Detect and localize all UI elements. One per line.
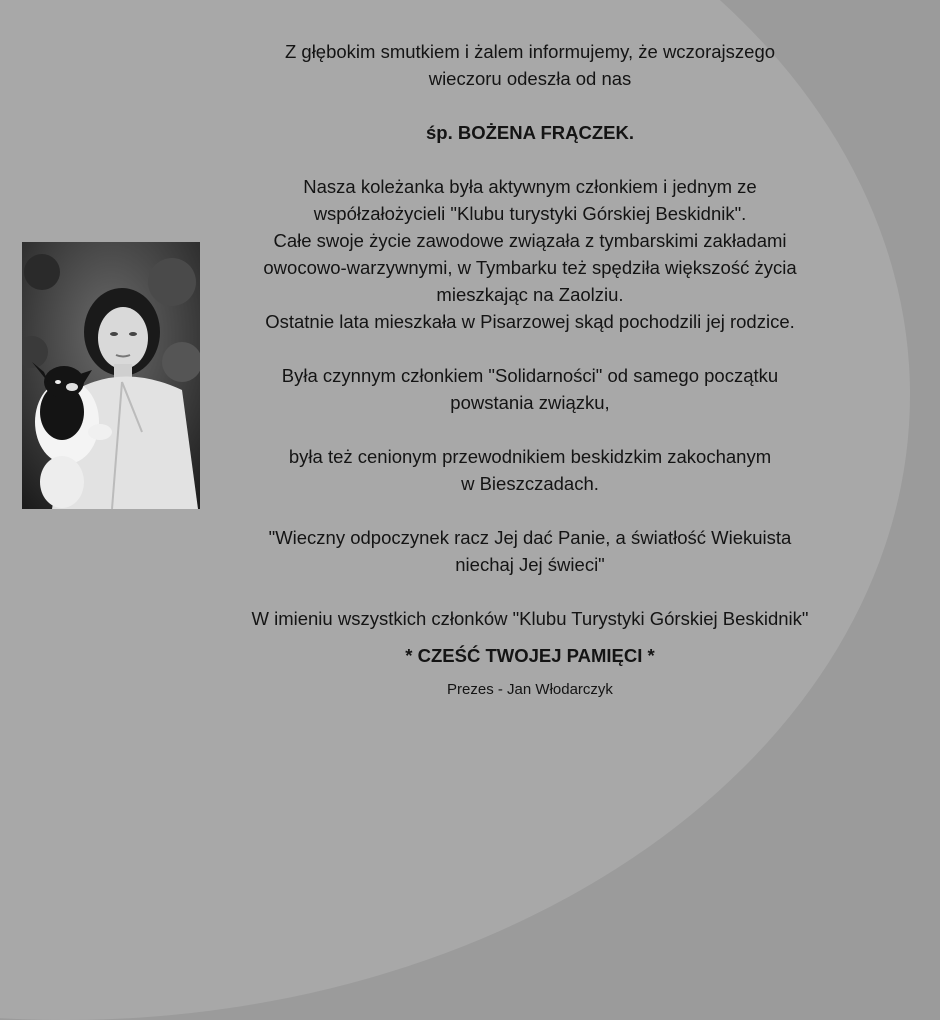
notice-text [200,38,860,701]
solidarity-paragraph: Była czynnym członkiem "Solidarności" od samego początku powstania związku, [281,365,779,413]
deceased-name: śp. BOŻENA FRĄCZEK. [426,122,634,143]
signature: Prezes - Jan Włodarczyk [447,681,613,698]
portrait-image [22,242,200,509]
guide-paragraph: była też cenionym przewodnikiem beskidzkim zakochanym w Bieszczadach. [288,446,772,494]
memorial-photo [22,242,200,509]
memorial-motto: * CZEŚĆ TWOJEJ PAMIĘCI * [405,645,655,666]
on-behalf-line: W imieniu wszystkich członków "Klubu Turystyki Górskiej Beskidnik" [251,608,809,629]
biography-paragraph: Nasza koleżanka była aktywnym członkiem i jednym ze współzałożycieli "Klubu turystyki Górskiej Beskidnik". Całe swoje życie zawodowe związała z tymbarskimi zakładami owocowo-warzywnymi, w Tymbarku też spędziła większość życia mieszkając na Zaolziu. Ostatnie lata mieszkała w Pisarzowej skąd pochodzili jej rodzice. [263,176,797,332]
prayer-quote: "Wieczny odpoczynek racz Jej dać Panie, a światłość Wiekuista niechaj Jej świeci" [268,527,792,575]
intro-text: Z głębokim smutkiem i żalem informujemy, że wczorajszego wieczoru odeszła od nas [284,41,776,89]
